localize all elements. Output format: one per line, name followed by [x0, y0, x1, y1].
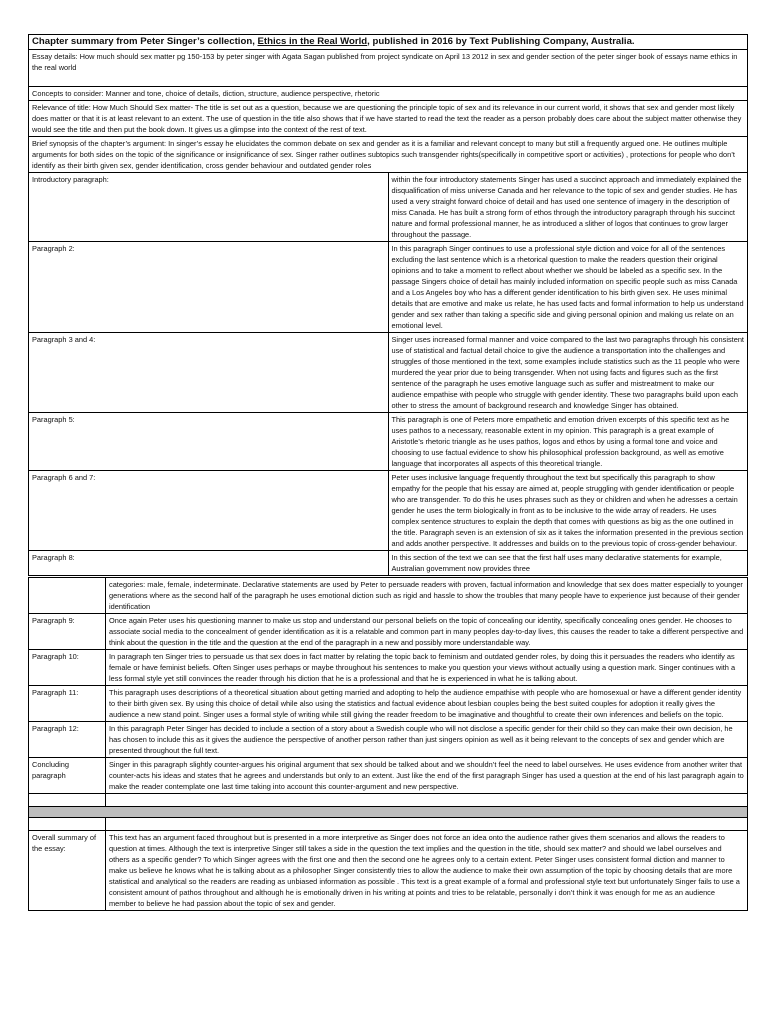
- empty-cell: [106, 818, 748, 831]
- empty-cell: [29, 818, 106, 831]
- row-label: Paragraph 9:: [29, 614, 106, 650]
- row-text: Singer in this paragraph slightly counter-argues his original argument that sex should be talked about and we shouldn’t feel the need to label ourselves. He uses evidence from another writer that counter-acts his ideas and states that he agrees and understands but only to an extent. Just like the end of the first paragraph Singer has used a question at the end of his last paragraph again to make the reader contemplate one last time taking into account this counter-argument and new perspective.: [106, 758, 748, 794]
- concepts: Concepts to consider: Manner and tone, choice of details, diction, structure, audience perspective, rhetoric: [29, 87, 748, 101]
- empty-row: [29, 794, 748, 807]
- title-suffix: , published in 2016 by Text Publishing Company, Australia.: [367, 36, 635, 47]
- table-row: [29, 686, 748, 722]
- row-label: Paragraph 11:: [29, 686, 106, 722]
- relevance-of-title: Relevance of title: How Much Should Sex matter- The title is set out as a question, because we are questioning the principle topic of sex and its relevance in our current world, it shows that sex and gender most likely does matter or that it is at least relevant to an extent. The use of question in the title also shows that if we have started to read the text the reader as a person probably does care about the subject matter otherwise they would see the title and then put the book down. It gives us a glimpse into the context of the rest of text.: [29, 101, 748, 137]
- row-label: Paragraph 12:: [29, 722, 106, 758]
- essay-details-row: [29, 50, 748, 87]
- empty-cell: [29, 794, 106, 807]
- overall-summary-label: Overall summary of the essay:: [29, 831, 106, 911]
- continuation-text: categories: male, female, indeterminate. Declarative statements are used by Peter to persuade readers with proven, factual information and knowledge that sex does matter especially to younger generations where as the second half of the paragraph he uses emotional diction such as rigid and hassle to show the troubles that many people have to experience just because of their gender identification: [106, 578, 748, 614]
- row-text: This paragraph uses descriptions of a theoretical situation about getting married and adopting to help the audience empathise with people who are homosexual or have a different gender identity to their birth given sex. By using this choice of detail while also using the statistics and factual evidence about lesbian couples being the best suited couples for adoption it really gives the audience a new stand point. Singer uses a formal style of writing while still giving the reader freedom to be imaginative and thoughtful to create their own inferences and beliefs on the topic.: [106, 686, 748, 722]
- row-label: Paragraph 6 and 7:: [29, 471, 389, 551]
- table-row: [29, 578, 748, 614]
- table-row: [29, 650, 748, 686]
- row-text: Peter uses inclusive language frequently throughout the text but specifically this paragraph to show empathy for the people that his essay are aimed at, people struggling with gender identification or people who are transgender. To do this he uses phrases such as they or children and when he adresses a certain gender he uses the term biologically in front as to be inclusive to the wide array of readers. He uses complex sentence structures to explain the depth that comes with questions as big as the one outlined in the title. Paragraph seven is an extension of six as it takes the information presented in the previous section and adds another perspective. It addresses and builds on to the previous topic of cross-gender behaviour.: [388, 471, 748, 551]
- table-row: [29, 471, 748, 551]
- row-text: Once again Peter uses his questioning manner to make us stop and understand our personal beliefs on the topic of concealing our identity, specifically concealing ones gender. He chooses to associate social media to the concealment of gender identification as it is a relatable and common part in many peoples day-to-day lives, this causes the reader to take a different perspective and think about the question in the title and the question at the end of the paragraph in a new and possibly more understandable way.: [106, 614, 748, 650]
- row-text: Singer uses increased formal manner and voice compared to the last two paragraphs through his consistent use of statistical and factual detail choice to give the audience a transportation into the challenges and struggles of those mentioned in the text, some examples include statistics such as the 11 people who were murdered the year prior due to being transgender. When not using facts and figures such as the first sentence of the paragraph he uses emotive language such as suffer and mistreatment to make our audience empathise with people who struggle with gender identity. These two paragraphs build upon each other to stress the amount of background research and knowledge Singer has obtained.: [388, 333, 748, 413]
- table-row: [29, 173, 748, 242]
- shaded-divider: [29, 807, 748, 818]
- summary-table-page-one: [28, 34, 748, 576]
- summary-table-page-two: [28, 577, 748, 911]
- empty-row: [29, 818, 748, 831]
- relevance-row: [29, 101, 748, 137]
- row-label: Paragraph 2:: [29, 242, 389, 333]
- page-two: [28, 577, 748, 911]
- row-label: Introductory paragraph:: [29, 173, 389, 242]
- row-text: In paragraph ten Singer tries to persuade us that sex does in fact matter by relating the topic back to feminism and outdated gender roles, by doing this it persuades the readers who identify as female or have feminist beliefs. Often Singer uses perhaps or maybe throughout his sentences to make you question your views without actually using a question mark. Singer continues with a less formal style yet still convinces the reader through his diction that he is a professional and that he is experienced in what he is talking about.: [106, 650, 748, 686]
- title-row: [29, 35, 748, 50]
- synopsis-row: [29, 137, 748, 173]
- row-label-empty: [29, 578, 106, 614]
- row-label: Paragraph 3 and 4:: [29, 333, 389, 413]
- shaded-divider-row: [29, 807, 748, 818]
- empty-cell: [106, 794, 748, 807]
- book-title: Ethics in the Real World: [257, 36, 368, 47]
- row-text: This paragraph is one of Peters more empathetic and emotion driven excerpts of this specific text as he uses pathos to a necessary, reasonable extent in my opinion. This paragraph is a great example of Aristotle’s rhetoric triangle as he uses pathos, logos and ethos by using a formal tone and voice and choosing to use factual evidence to show his philosophical profession background, as well as emotive language that incorporates all aspects of this theoretical triangle.: [388, 413, 748, 471]
- overall-summary-text: This text has an argument faced throughout but is presented in a more interpretive as Singer does not force an idea onto the audience rather gives them scenarios and allows the readers to question at times. Although the text is interpretive Singer still takes a side in the question the text implies and the question in the title, should sex matter? and should we label ourselves and others as a specific gender? To which Singer agrees with the first one and then the second one he agrees only to a certain extent. Peter Singer uses consistent formal diction and manner to make us believe he knows what he is talking about as a philosopher Singer consistently tries to allow the audience to make their own assumption of the topic by choosing details that are more statistical and analytical so the readers are reading as unbiased information as possible . This text is a great example of a formal and professional style text but unfortunately Singer fails to use a consistent amount of pathos throughout and although he is emotionally driven in his writing at points and tries to be relatable, personally i don’t think it was enough for me as an audience member to believe he had passion about the topic of sex and gender.: [106, 831, 748, 911]
- table-row: [29, 758, 748, 794]
- row-text: In this paragraph Peter Singer has decided to include a section of a story about a Swedish couple who will not disclose a specific gender for their child so they can make their own decision, he has chosen to include this as it gives the audience the perspective of another person rather than just singers opinion as well as it being relevant to the concepts of sex and gender which are presented throughout the full text.: [106, 722, 748, 758]
- row-label: Paragraph 8:: [29, 551, 389, 576]
- row-label: Paragraph 5:: [29, 413, 389, 471]
- essay-details: Essay details: How much should sex matter pg 150-153 by peter singer with Agata Sagan published from project syndicate on April 13 2012 in sex and gender section of the peter singer book of essays name ethics in the real world: [29, 50, 748, 87]
- table-row: [29, 242, 748, 333]
- chapter-title: [29, 35, 748, 50]
- row-label: Concluding paragraph: [29, 758, 106, 794]
- row-text: In this paragraph Singer continues to use a professional style diction and voice for all of the sentences excluding the last sentence which is a rhetorical question to make the readers question their original opinions and to take a moment to reflect about whether we should be labeled as a specific sex. In the passage Singers choice of detail has mainly included information on specific people such as miss Canada and a Los Angeles boy who has a different gender identification to his birth given sex. He uses minimal details that are emotive and make us relate, he has used facts and formal information to help us understand gender and sex rather than taking a specific side and giving personal opinion and making us relate on an emotional level.: [388, 242, 748, 333]
- concepts-row: [29, 87, 748, 101]
- table-row: [29, 551, 748, 576]
- table-row: [29, 413, 748, 471]
- row-label: Paragraph 10:: [29, 650, 106, 686]
- overall-summary-row: [29, 831, 748, 911]
- brief-synopsis: Brief synopsis of the chapter’s argument: In singer’s essay he elucidates the common debate on sex and gender as it is a familiar and relevant concept to many but still a frequently argued one. He outlines multiple arguments for both sides on the topic of the significance or insignificance of sex. Singer rather outlines subtopics such transgender rights(specifically in competitive sport or activities) , protections for people who don’t identify as their birth given sex, gender identification, cross gender behaviour and outdated gender roles: [29, 137, 748, 173]
- row-text: within the four introductory statements Singer has used a succinct approach and immediately explained the disqualification of miss universe Canada and her relevance to the topic of sex and gender studies. He has used a very straight forward choice of detail and has used one sentence of imagery in the description of miss Canada. He has built a strong form of ethos through the introductory paragraph through his succinct nature and formal professional manner, he as introduced a slither of logos that continues to grow larger throughout the passage.: [388, 173, 748, 242]
- table-row: [29, 722, 748, 758]
- page-one: [28, 34, 748, 576]
- title-prefix: Chapter summary from Peter Singer’s collection,: [32, 36, 258, 47]
- table-row: [29, 333, 748, 413]
- row-text: In this section of the text we can see that the first half uses many declarative statements for example, Australian government now provides three: [388, 551, 748, 576]
- table-row: [29, 614, 748, 650]
